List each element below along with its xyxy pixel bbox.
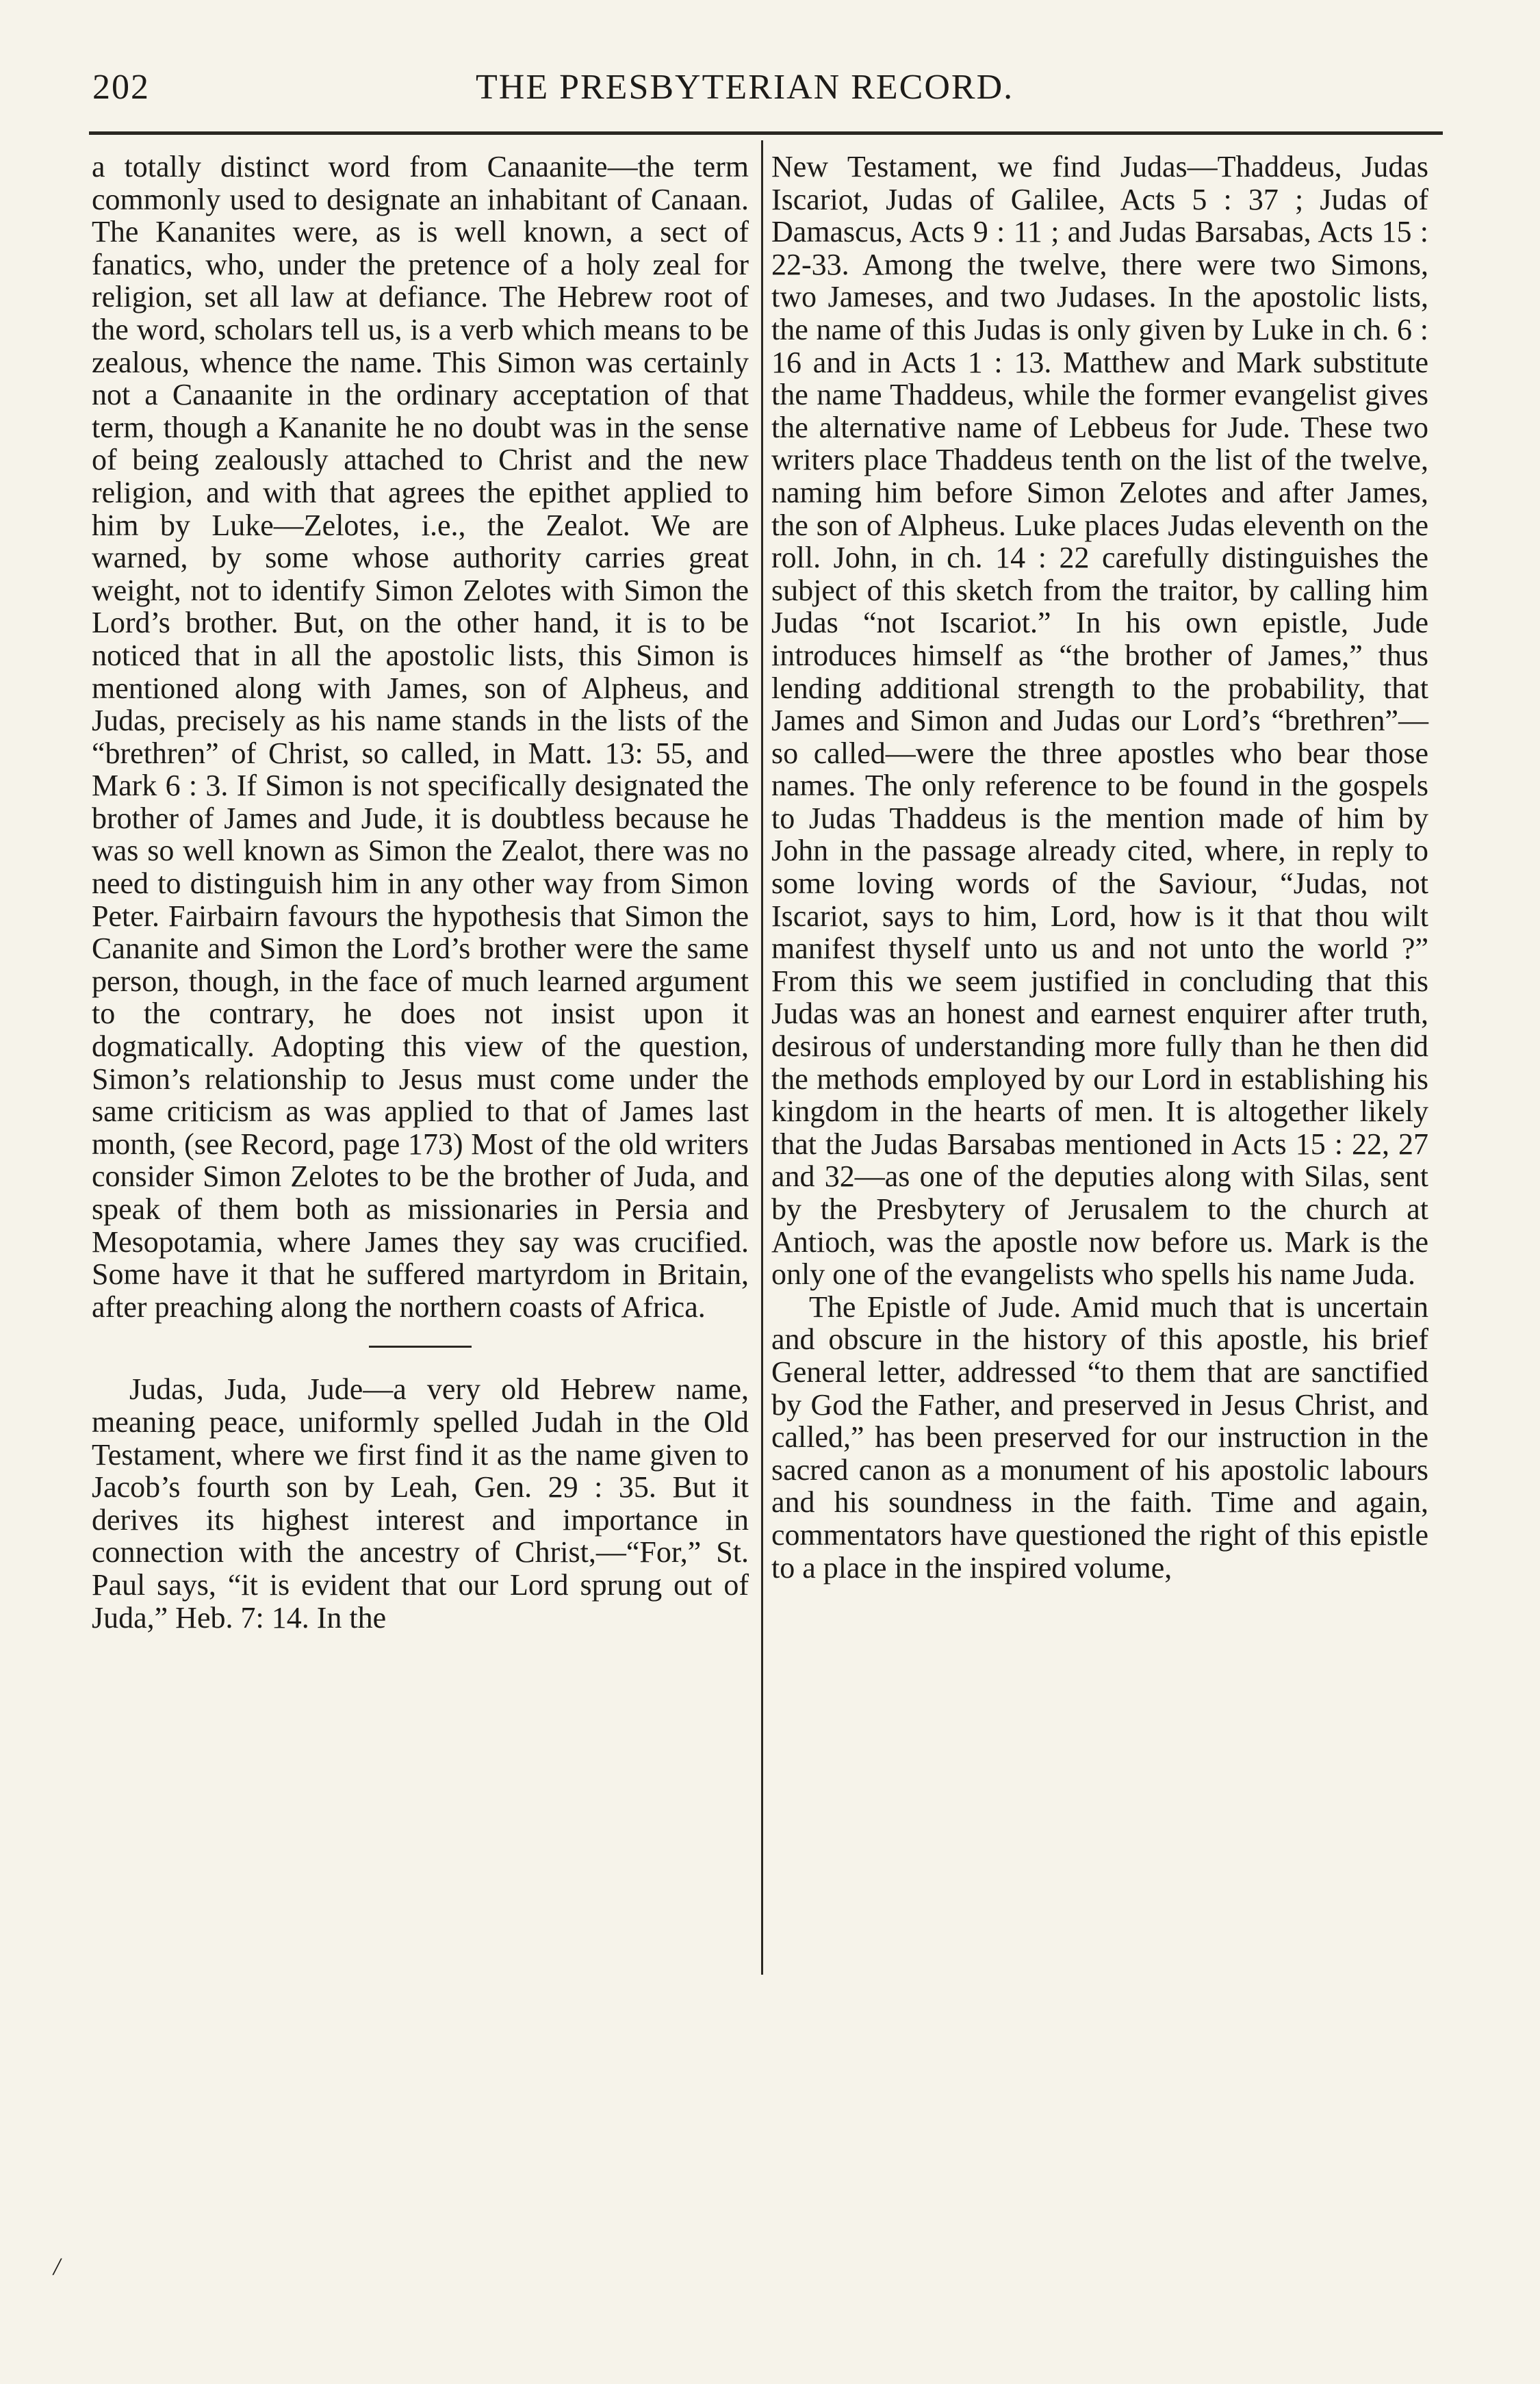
- right-column: [771, 151, 1428, 1584]
- page-number: 202: [92, 68, 150, 107]
- page-header: [92, 60, 1441, 122]
- header-rule: [89, 131, 1443, 135]
- paragraph-judas-continued: New Testament, we find Judas—Thaddeus, Judas Iscariot, Judas of Galilee, Acts 5 : 37 ; Judas of Damascus, Acts 9 : 11 ; and Judas Barsabas, Acts 15 : 22-33. Among the twelve, there were two Simons, two Jameses, and two Judases. In the apostolic lists, the name of this Judas is only given by Luke in ch. 6 : 16 and in Acts 1 : 13. Matthew and Mark substitute the name Thaddeus, while the former evangelist gives the alternative name of Lebbeus for Jude. These two writers place Thaddeus tenth on the list of the twelve, naming him before Simon Zelotes and after James, the son of Alpheus. Luke places Judas eleventh on the roll. John, in ch. 14 : 22 carefully distinguishes the subject of this sketch from the traitor, by calling him Judas “not Iscariot.” In his own epistle, Jude introduces himself as “the brother of James,” thus lending additional strength to the probability, that James and Simon and Judas our Lord’s “brethren”—so called—were the three apostles who bear those names. The only reference to be found in the gospels to Judas Thaddeus is the mention made of him by John in the passage already cited, where, in reply to some loving words of the Saviour, “Judas, not Iscariot, says to him, Lord, how is it that thou wilt manifest thyself unto us and not unto the world ?” From this we seem justified in concluding that this Judas was an honest and earnest enquirer after truth, desirous of understanding more fully than he then did the methods employed by our Lord in establishing his kingdom in the hearts of men. It is altogether likely that the Judas Barsabas mentioned in Acts 15 : 22, 27 and 32—as one of the deputies along with Silas, sent by the Presbytery of Jerusalem to the church at Antioch, was the apostle now before us. Mark is the only one of the evangelists who spells his name Juda.: [771, 150, 1428, 1292]
- margin-mark: /: [53, 2253, 61, 2280]
- running-title: THE PRESBYTERIAN RECORD.: [476, 68, 1014, 107]
- left-column: [92, 151, 749, 1634]
- section-divider: [369, 1346, 472, 1348]
- paragraph-judas: Judas, Juda, Jude—a very old Hebrew name, meaning peace, uniformly spelled Judah in the Old Testament, where we first find it as the name given to Jacob’s fourth son by Leah, Gen. 29 : 35. But it derives its highest interest and importance in connection with the ancestry of Christ,—“For,” St. Paul says, “it is evident that our Lord sprung out of Juda,” Heb. 7: 14. In the: [92, 1372, 749, 1635]
- paragraph-epistle-of-jude: The Epistle of Jude. Amid much that is uncertain and obscure in the history of this apostle, his brief General letter, addressed “to them that are sanctified by God the Father, and preserved in Jesus Christ, and called,” has been preserved for our instruction in the sacred canon as a monument of his apostolic labours and his soundness in the faith. Time and again, commentators have questioned the right of this epistle to a place in the inspired volume,: [771, 1290, 1428, 1585]
- column-divider: [761, 140, 763, 1975]
- paragraph-simon: a totally distinct word from Canaanite—the term commonly used to designate an inhabitant of Canaan. The Kananites were, as is well known, a sect of fanatics, who, under the pretence of a holy zeal for religion, set all law at defiance. The Hebrew root of the word, scholars tell us, is a verb which means to be zealous, whence the name. This Simon was certainly not a Canaanite in the ordinary acceptation of that term, though a Kananite he no doubt was in the sense of being zealously attached to Christ and the new religion, and with that agrees the epithet applied to him by Luke—Zelotes, i.e., the Zealot. We are warned, by some whose authority carries great weight, not to identify Simon Zelotes with Simon the Lord’s brother. But, on the other hand, it is to be noticed that in all the apostolic lists, this Simon is mentioned along with James, son of Alpheus, and Judas, precisely as his name stands in the lists of the “brethren” of Christ, so called, in Matt. 13: 55, and Mark 6 : 3. If Simon is not specifically designated the brother of James and Jude, it is doubtless because he was so well known as Simon the Zealot, there was no need to distinguish him in any other way from Simon Peter. Fairbairn favours the hypothesis that Simon the Cananite and Simon the Lord’s brother were the same person, though, in the face of much learned argument to the contrary, he does not insist upon it dogmatically. Adopting this view of the question, Simon’s relationship to Jesus must come under the same criticism as was applied to that of James last month, (see Record, page 173) Most of the old writers consider Simon Zelotes to be the brother of Juda, and speak of them both as missionaries in Persia and Mesopotamia, where James they say was crucified. Some have it that he suffered martyrdom in Britain, after preaching along the northern coasts of Africa.: [92, 150, 749, 1324]
